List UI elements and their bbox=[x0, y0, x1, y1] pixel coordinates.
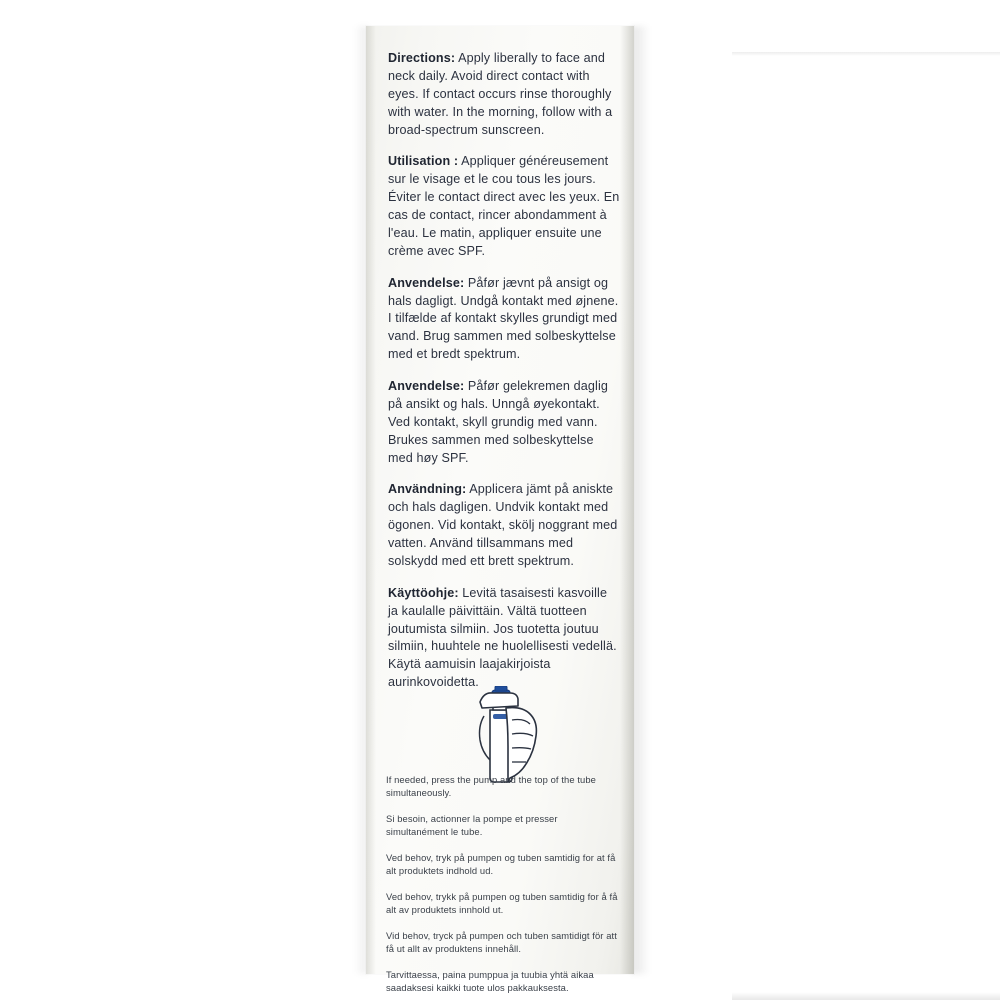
directions-paragraph-no bbox=[388, 378, 620, 467]
pump-instructions-block bbox=[386, 774, 622, 995]
pump-instruction-fi: Tarvittaessa, paina pumppua ja tuubia yhtä aikaa saadaksesi kaikki tuote ulos pakkauksesta. bbox=[386, 968, 594, 993]
directions-label-fr: Utilisation : bbox=[388, 154, 459, 169]
carton-bottom-edge bbox=[732, 992, 1000, 1000]
directions-label-no: Anvendelse: bbox=[388, 379, 465, 393]
directions-label-fi: Käyttöohje: bbox=[388, 585, 459, 600]
carton-right-shadow bbox=[632, 26, 650, 974]
directions-body-fi: Levitä tasaisesti kasvoille ja kaulalle päivittäin. Vältä tuotteen joutumista silmiin. Jos tuotetta joutuu silmiin, huuhtele ne huolellisesti vedellä. Käytä aamuisin laajakirjoista aurinkovoidetta. bbox=[388, 585, 617, 690]
hand-pressing-tube-illustration bbox=[462, 686, 554, 786]
directions-body-sv: Applicera jämt på aniskte och hals dagligen. Undvik kontakt med ögonen. Vid kontakt, skölj noggrant med vatten. Använd tillsammans med solskydd med ett brett spektrum. bbox=[388, 482, 618, 568]
pump-instruction-en: If needed, press the pump and the top of the tube simultaneously. bbox=[386, 774, 596, 798]
product-carton-side-panel bbox=[366, 26, 634, 993]
pump-instruction-sv: Vid behov, tryck på pumpen och tuben samtidigt för att få ut allt av produktens innehåll. bbox=[386, 929, 617, 954]
directions-paragraph-sv bbox=[388, 481, 620, 570]
directions-text-block bbox=[388, 50, 620, 692]
pump-instruction-fr: Si besoin, actionner la pompe et presser simultanément le tube. bbox=[386, 812, 558, 837]
directions-body-fr: Appliquer généreusement sur le visage et le cou tous les jours. Éviter le contact direct avec les yeux. En cas de contact, rincer abondamment à l'eau. Le matin, appliquer ensuite une crème avec SPF. bbox=[388, 154, 620, 258]
directions-body-en: Apply liberally to face and neck daily. Avoid direct contact with eyes. If contact occurs rinse thoroughly with water. In the morning, follow with a broad-spectrum sunscreen. bbox=[388, 51, 613, 137]
directions-label-sv: Användning: bbox=[388, 482, 467, 497]
directions-body-no: Påfør gelekremen daglig på ansikt og hals. Unngå øyekontakt. Ved kontakt, skyll grundig med vann. Brukes sammen med solbeskyttelse med høy SPF. bbox=[388, 379, 609, 465]
directions-label-en: Directions: bbox=[388, 51, 456, 65]
carton-top-edge bbox=[732, 52, 1000, 56]
directions-paragraph-en bbox=[388, 50, 620, 139]
directions-paragraph-fr bbox=[388, 153, 620, 260]
pump-instruction-da: Ved behov, tryk på pumpen og tuben samtidig for at få alt produktets indhold ud. bbox=[386, 851, 616, 876]
directions-paragraph-da bbox=[388, 275, 620, 364]
directions-body-da: Påfør jævnt på ansigt og hals dagligt. Undgå kontakt med øjnene. I tilfælde af kontakt skylles grundigt med vand. Brug sammen med solbeskyttelse med et bredt spektrum. bbox=[388, 275, 619, 362]
directions-paragraph-fi bbox=[388, 585, 620, 692]
pump-instruction-no: Ved behov, trykk på pumpen og tuben samtidig for å få alt av produktets innhold ut. bbox=[386, 890, 618, 915]
directions-label-da: Anvendelse: bbox=[388, 275, 465, 290]
